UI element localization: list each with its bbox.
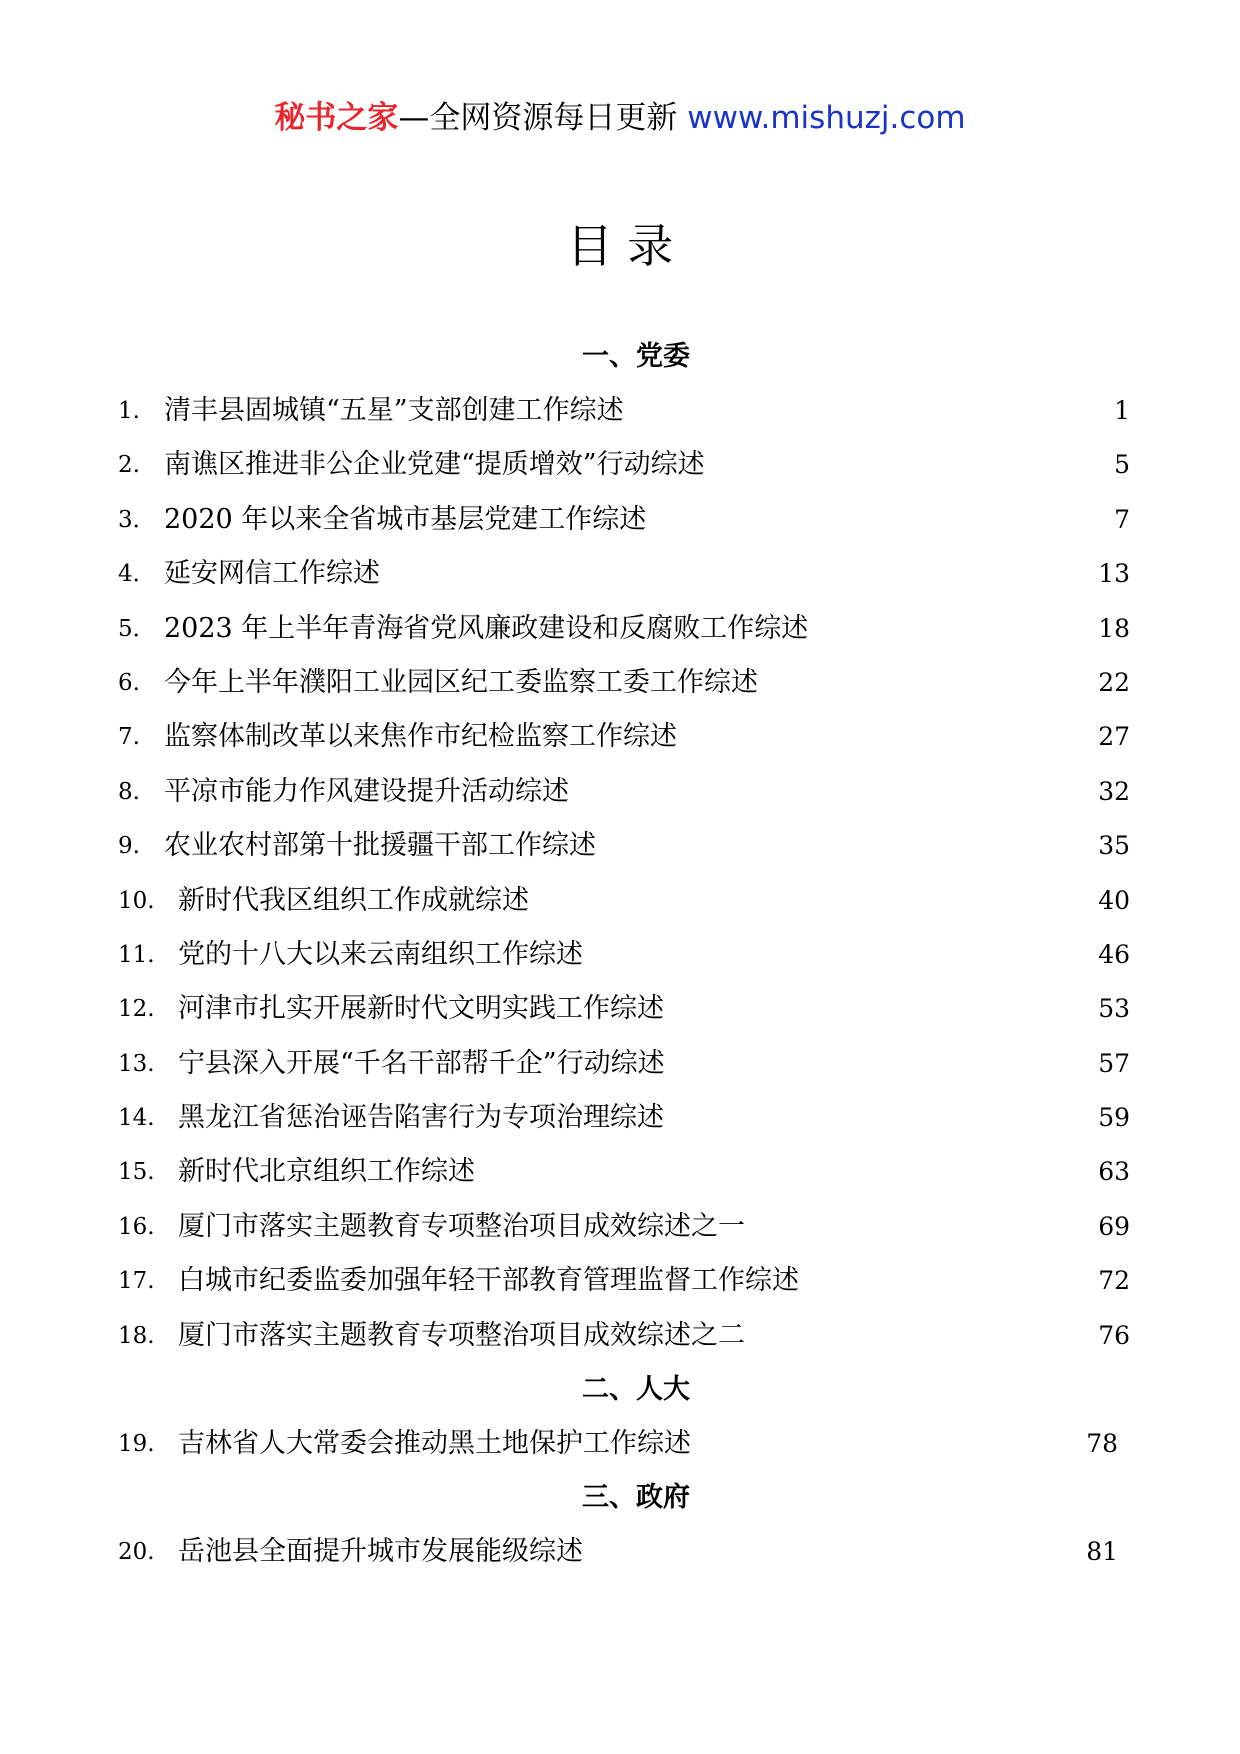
toc-entry[interactable] [118, 1254, 1130, 1308]
toc-entry-page: 40 [1098, 885, 1130, 915]
toc-entry-number: 14. [118, 1105, 155, 1132]
toc-entry-page: 59 [1098, 1103, 1130, 1133]
toc-entry-number: 8. [118, 778, 140, 805]
toc-entry-page: 57 [1098, 1048, 1130, 1078]
toc-entry-title: 农业农村部第十批援疆干部工作综述 [164, 830, 596, 862]
toc-entry-number: 9. [118, 833, 140, 860]
toc-entry-title: 黑龙江省惩治诬告陷害行为专项治理综述 [178, 1102, 664, 1134]
page-title: 目 录 [566, 219, 674, 273]
toc-entry-page: 18 [1098, 613, 1130, 643]
toc-entry-page: 46 [1098, 939, 1130, 969]
toc-entry-number: 1. [118, 398, 140, 424]
toc-entry[interactable] [118, 1525, 1130, 1579]
toc-entry[interactable] [118, 982, 1130, 1036]
toc-entry-title: 延安网信工作综述 [164, 558, 380, 590]
toc-entry-title: 2020 年以来全省城市基层党建工作综述 [164, 503, 647, 535]
toc-entry-number: 20. [118, 1539, 155, 1566]
toc-entry-title: 今年上半年濮阳工业园区纪工委监察工委工作综述 [164, 666, 758, 698]
toc-entry-page: 22 [1098, 667, 1130, 697]
site-banner [0, 98, 1240, 138]
toc-entry-title: 2023 年上半年青海省党风廉政建设和反腐败工作综述 [164, 612, 809, 644]
toc-entry-title: 宁县深入开展“千名干部帮千企”行动综述 [178, 1047, 665, 1079]
toc-entry-title: 白城市纪委监委加强年轻干部教育管理监督工作综述 [178, 1265, 799, 1297]
toc-entry-title: 厦门市落实主题教育专项整治项目成效综述之一 [178, 1210, 745, 1242]
toc-entry-page: 69 [1098, 1211, 1130, 1241]
toc-entry-page: 1 [1114, 396, 1130, 425]
toc-entry-page: 53 [1098, 994, 1130, 1024]
toc-entry-number: 19. [118, 1431, 155, 1458]
toc-entry-number: 2. [118, 452, 140, 479]
toc-entry-title: 新时代我区组织工作成就综述 [178, 884, 529, 916]
toc-entry-title: 新时代北京组织工作综述 [178, 1156, 475, 1188]
toc-entry-page: 81 [1086, 1537, 1118, 1567]
toc-entry-page: 32 [1098, 776, 1130, 806]
toc-entry[interactable] [118, 874, 1130, 928]
section-heading-party: 一、党委 [582, 341, 690, 372]
toc-entry-number: 16. [118, 1213, 155, 1240]
toc-entry-title: 吉林省人大常委会推动黑土地保护工作综述 [178, 1428, 691, 1460]
toc-entry-page: 13 [1098, 559, 1130, 589]
toc-entry-title: 平凉市能力作风建设提升活动综述 [164, 775, 569, 807]
toc-entry-page: 5 [1114, 450, 1130, 480]
toc-entry-page: 72 [1098, 1266, 1130, 1296]
toc-entry[interactable] [118, 602, 1130, 656]
section-heading-npc: 二、人大 [582, 1374, 690, 1406]
toc-entry-page: 7 [1114, 504, 1130, 534]
toc-entry-title: 厦门市落实主题教育专项整治项目成效综述之二 [178, 1319, 745, 1351]
toc-entry-page: 63 [1098, 1157, 1130, 1187]
toc-entry-page: 78 [1086, 1429, 1118, 1459]
toc-entry[interactable] [118, 438, 1130, 492]
toc-entry[interactable] [118, 1309, 1130, 1363]
toc-entry[interactable] [118, 1145, 1130, 1199]
banner-slogan: —全网资源每日更新 [398, 100, 678, 136]
toc-entry[interactable] [118, 1417, 1130, 1471]
toc-entry-number: 7. [118, 724, 140, 751]
toc-entry-number: 17. [118, 1268, 155, 1295]
toc-entry[interactable] [118, 493, 1130, 547]
toc-entry-page: 27 [1098, 722, 1130, 752]
toc-entry-title: 河津市扎实开展新时代文明实践工作综述 [178, 993, 664, 1025]
toc-entry-page: 35 [1098, 831, 1130, 861]
toc-entry-title: 南谯区推进非公企业党建“提质增效”行动综述 [164, 449, 705, 481]
toc-entry[interactable] [118, 710, 1130, 764]
toc-entry-number: 5． [118, 615, 156, 642]
toc-entry-number: 4． [118, 561, 156, 588]
toc-entry-title: 监察体制改革以来焦作市纪检监察工作综述 [164, 721, 677, 753]
toc-entry-title: 党的十八大以来云南组织工作综述 [178, 938, 583, 970]
toc-entry-number: 10. [118, 887, 155, 914]
toc-entry[interactable] [118, 928, 1130, 982]
toc-entry-number: 12. [118, 996, 155, 1023]
section-heading-government: 三、政府 [582, 1482, 690, 1514]
toc-entry[interactable] [118, 547, 1130, 601]
toc-entry-number: 15. [118, 1159, 155, 1186]
banner-url-link[interactable]: www.mishuzj.com [687, 100, 966, 136]
toc-entry-number: 11. [118, 941, 155, 968]
toc-entry-number: 13. [118, 1050, 155, 1077]
toc-entry-number: 18. [118, 1322, 155, 1349]
toc-entry-number: 6. [118, 669, 140, 696]
toc-entry-number: 3． [118, 506, 156, 533]
toc-entry[interactable] [118, 1091, 1130, 1145]
banner-brand: 秘书之家 [274, 100, 399, 136]
table-of-contents [118, 330, 1130, 1580]
toc-entry[interactable] [118, 1200, 1130, 1254]
toc-entry[interactable] [118, 765, 1130, 819]
toc-entry[interactable] [118, 1037, 1130, 1091]
toc-entry[interactable] [118, 819, 1130, 873]
toc-entry[interactable] [118, 656, 1130, 710]
toc-entry[interactable] [118, 384, 1130, 438]
toc-entry-title: 清丰县固城镇“五星”支部创建工作综述 [164, 395, 624, 426]
toc-entry-page: 76 [1098, 1320, 1130, 1350]
toc-entry-title: 岳池县全面提升城市发展能级综述 [178, 1536, 583, 1568]
